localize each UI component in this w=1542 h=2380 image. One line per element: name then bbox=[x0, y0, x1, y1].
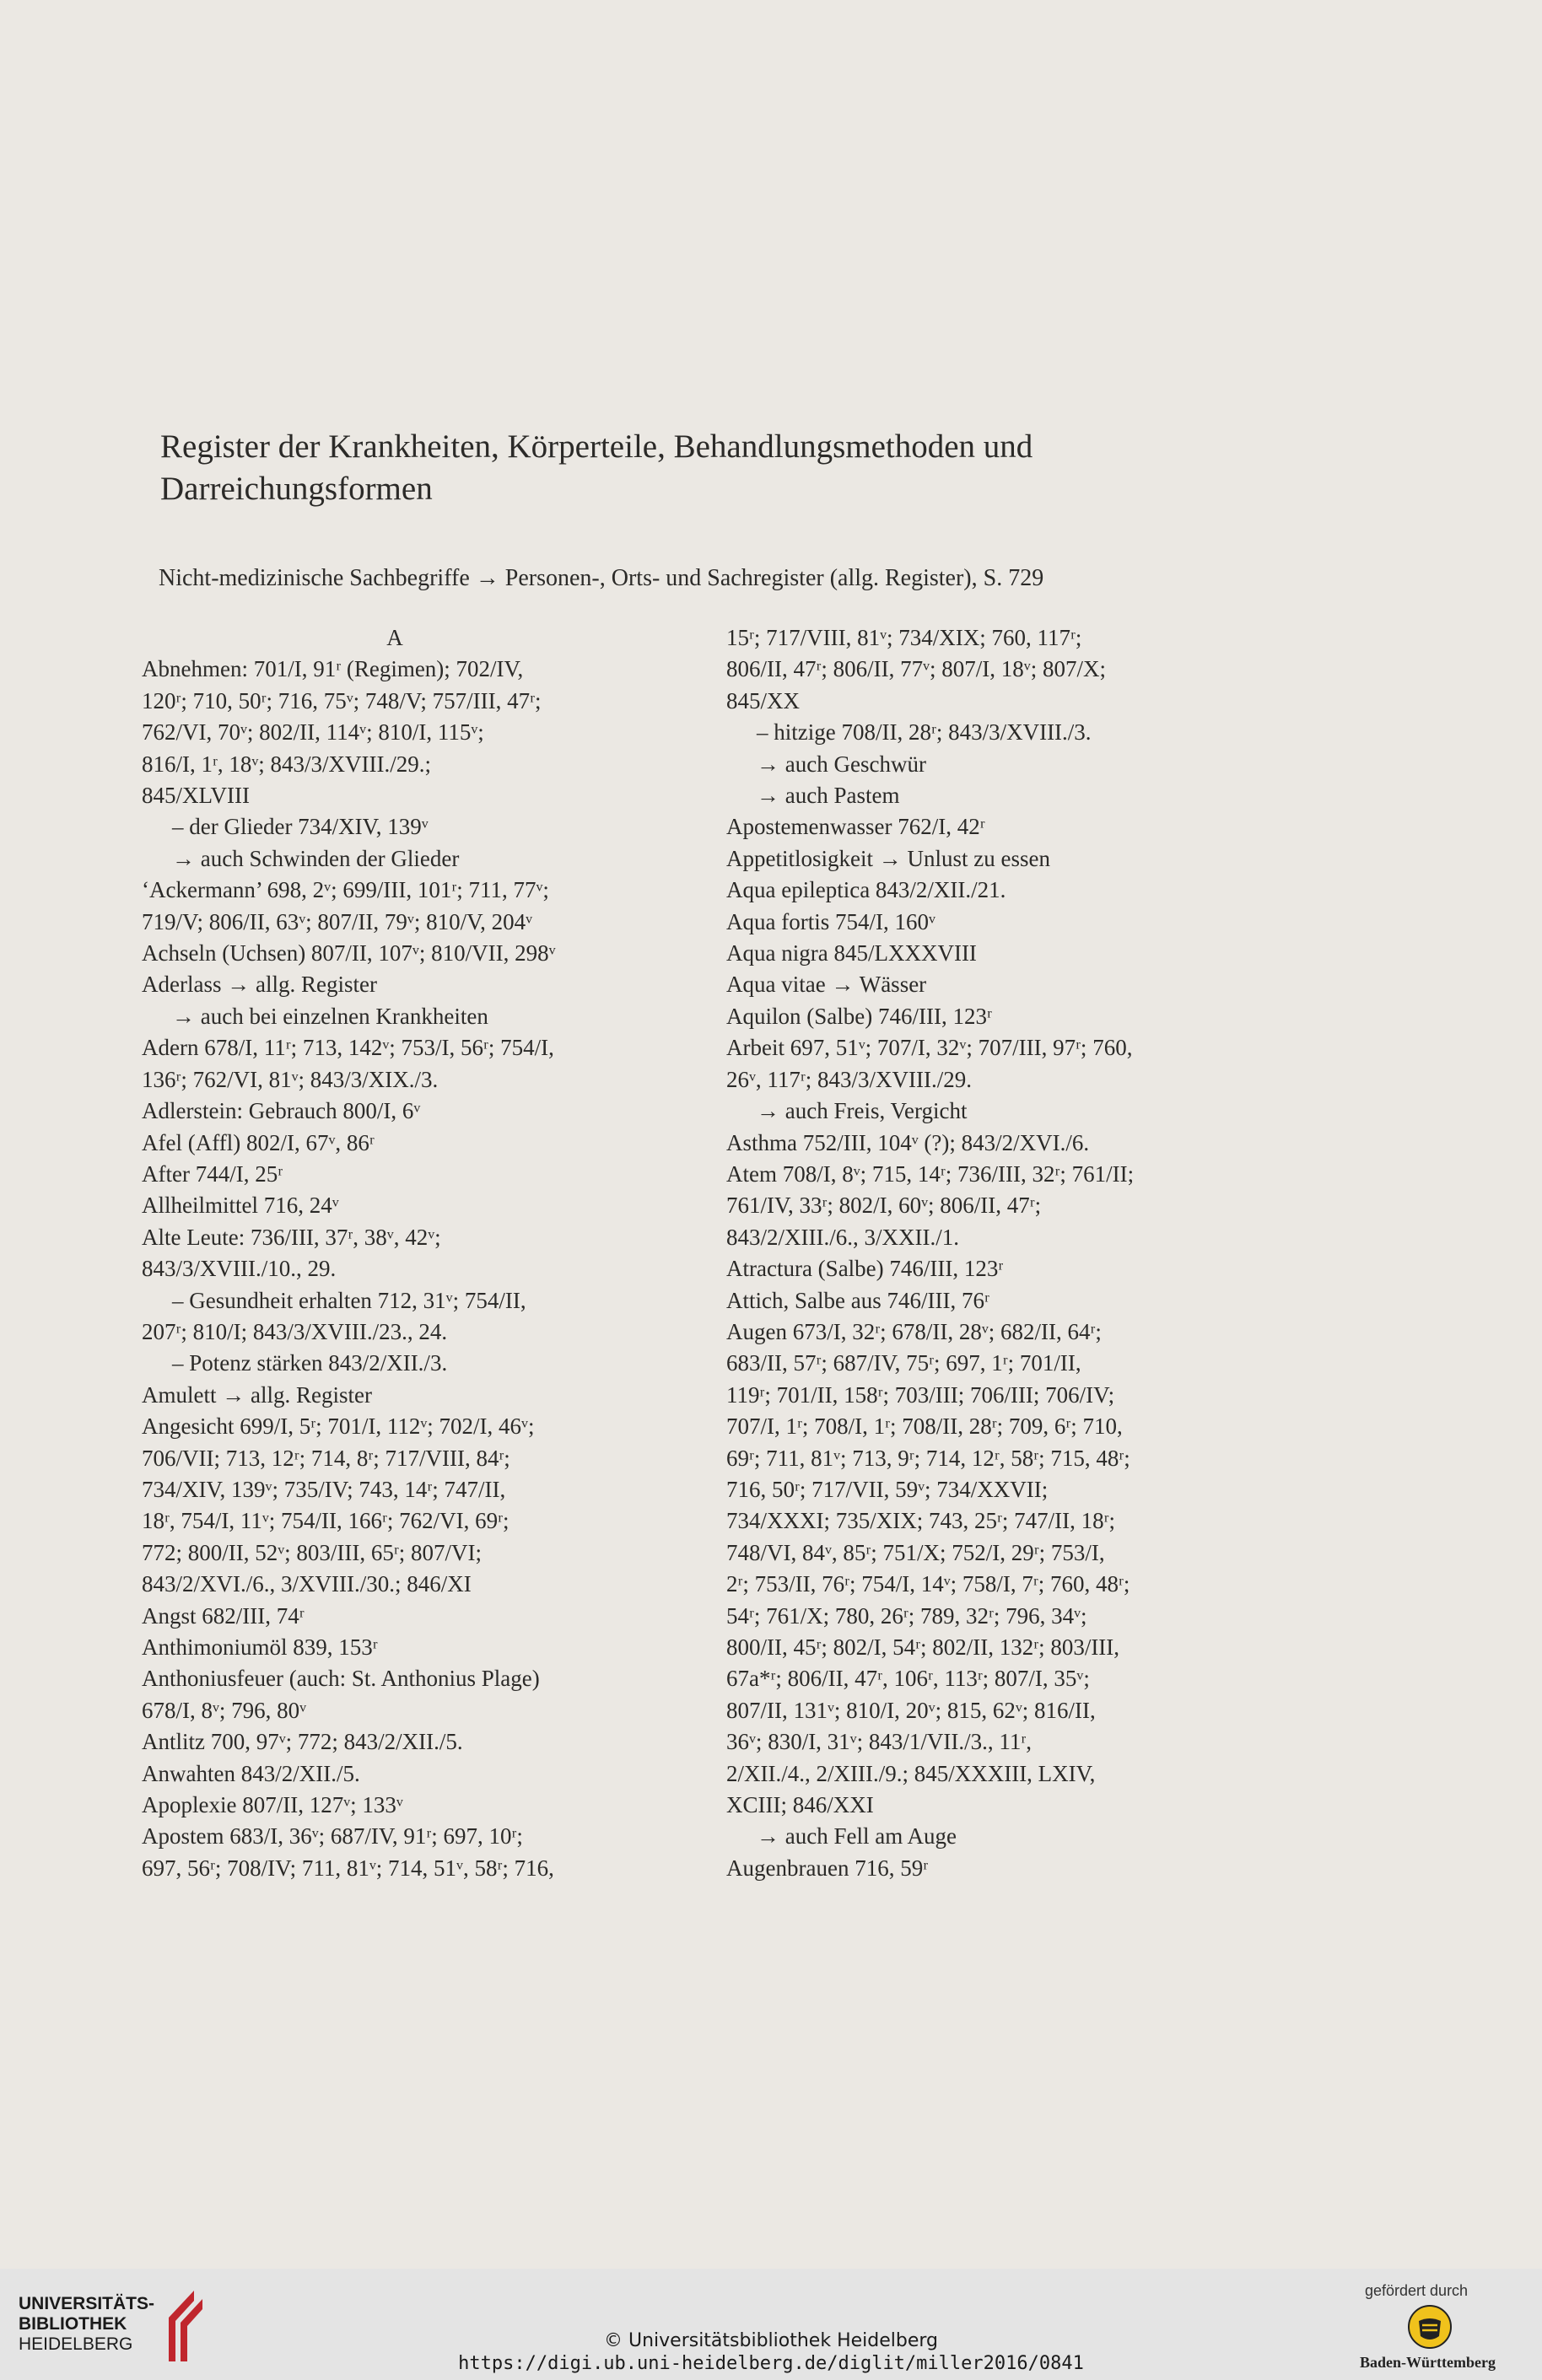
index-line: 748/VI, 84ᵛ, 85ʳ; 751/X; 752/I, 29ʳ; 753/I, bbox=[726, 1539, 1105, 1565]
index-line: Alte Leute: 736/III, 37ʳ, 38ᵛ, 42ᵛ; bbox=[142, 1224, 441, 1250]
funded-by-label: gefördert durch bbox=[1365, 2282, 1469, 2299]
index-line: 761/IV, 33ʳ; 802/I, 60ᵛ; 806/II, 47ʳ; bbox=[726, 1193, 1042, 1219]
index-line: 26ᵛ, 117ʳ; 843/3/XVIII./29. bbox=[726, 1066, 973, 1092]
index-line: 706/VII; 713, 12ʳ; 714, 8ʳ; 717/VIII, 84ʳ; bbox=[142, 1445, 510, 1471]
page-subtitle: Nicht-medizinische Sachbegriffe → Personen-, Orts- und Sachregister (allg. Register), S. 729 bbox=[159, 565, 1044, 591]
index-line: 716, 50ʳ; 717/VII, 59ᵛ; 734/XXVII; bbox=[726, 1476, 1049, 1502]
index-line: 2/XII./4., 2/XIII./9.; 845/XXXIII, LXIV, bbox=[726, 1760, 1096, 1786]
permalink[interactable]: https://digi.ub.uni-heidelberg.de/diglit/miller2016/0841 bbox=[458, 2353, 1084, 2374]
index-line: Allheilmittel 716, 24ᵛ bbox=[142, 1193, 339, 1219]
index-line: 683/II, 57ʳ; 687/IV, 75ʳ; 697, 1ʳ; 701/II, bbox=[726, 1350, 1081, 1376]
index-line: After 744/I, 25ʳ bbox=[142, 1160, 283, 1187]
index-line: 119ʳ; 701/II, 158ʳ; 703/III; 706/III; 706/IV; bbox=[726, 1381, 1115, 1408]
index-line: 845/XLVIII bbox=[142, 783, 250, 809]
index-line: 36ᵛ; 830/I, 31ᵛ; 843/1/VII./3., 11ʳ, bbox=[726, 1729, 1032, 1755]
index-line: 54ʳ; 761/X; 780, 26ʳ; 789, 32ʳ; 796, 34ᵛ; bbox=[726, 1602, 1087, 1629]
index-line: – Gesundheit erhalten 712, 31ᵛ; 754/II, bbox=[172, 1287, 526, 1313]
right-column bbox=[726, 622, 1216, 1884]
index-line: Anwahten 843/2/XII./5. bbox=[142, 1760, 360, 1786]
index-line: Apostemenwasser 762/I, 42ʳ bbox=[726, 814, 985, 840]
index-line: → auch Pastem bbox=[757, 783, 900, 809]
index-line: 807/II, 131ᵛ; 810/I, 20ᵛ; 815, 62ᵛ; 816/II, bbox=[726, 1697, 1096, 1723]
index-line: 772; 800/II, 52ᵛ; 803/III, 65ʳ; 807/VI; bbox=[142, 1539, 483, 1565]
library-line-1: UNIVERSITÄTS- bbox=[19, 2294, 155, 2313]
index-line: Aqua nigra 845/LXXXVIII bbox=[726, 940, 977, 967]
library-line-3: HEIDELBERG bbox=[19, 2334, 133, 2354]
index-line: 734/XXXI; 735/XIX; 743, 25ʳ; 747/II, 18ʳ; bbox=[726, 1508, 1115, 1534]
index-line: – Potenz stärken 843/2/XII./3. bbox=[172, 1350, 448, 1376]
index-line: Achseln (Uchsen) 807/II, 107ᵛ; 810/VII, 298ᵛ bbox=[142, 940, 556, 967]
index-line: Augenbrauen 716, 59ʳ bbox=[726, 1855, 929, 1881]
index-line: 2ʳ; 753/II, 76ʳ; 754/I, 14ᵛ; 758/I, 7ʳ; 760, 48ʳ; bbox=[726, 1571, 1130, 1597]
index-line: → auch Fell am Auge bbox=[757, 1823, 957, 1850]
index-line: Aqua vitae → Wässer bbox=[726, 972, 927, 998]
copyright-text: © Universitätsbibliothek Heidelberg bbox=[603, 2330, 938, 2351]
index-line: 845/XX bbox=[726, 687, 800, 713]
index-line: Asthma 752/III, 104ᵛ (?); 843/2/XVI./6. bbox=[726, 1129, 1090, 1155]
index-line: 843/3/XVIII./10., 29. bbox=[142, 1256, 337, 1282]
index-line: Augen 673/I, 32ʳ; 678/II, 28ᵛ; 682/II, 64ʳ; bbox=[726, 1318, 1102, 1344]
index-line: 697, 56ʳ; 708/IV; 711, 81ᵛ; 714, 51ᵛ, 58ʳ; 716, bbox=[142, 1855, 554, 1881]
index-line: Abnehmen: 701/I, 91ʳ (Regimen); 702/IV, bbox=[142, 656, 524, 682]
index-line: 843/2/XVI./6., 3/XVIII./30.; 846/XI bbox=[142, 1571, 472, 1597]
index-line: Appetitlosigkeit → Unlust zu essen bbox=[726, 845, 1050, 871]
index-line: 762/VI, 70ᵛ; 802/II, 114ᵛ; 810/I, 115ᵛ; bbox=[142, 719, 484, 746]
index-line: 800/II, 45ʳ; 802/I, 54ʳ; 802/II, 132ʳ; 803/III, bbox=[726, 1634, 1120, 1660]
index-line: Anthimoniumöl 839, 153ʳ bbox=[142, 1634, 378, 1660]
index-line: 67a*ʳ; 806/II, 47ʳ, 106ʳ, 113ʳ; 807/I, 35ᵛ; bbox=[726, 1666, 1090, 1692]
index-line: Angst 682/III, 74ʳ bbox=[142, 1602, 305, 1629]
index-line: 843/2/XIII./6., 3/XXII./1. bbox=[726, 1224, 959, 1250]
index-line: XCIII; 846/XXI bbox=[726, 1792, 874, 1818]
index-line: Amulett → allg. Register bbox=[142, 1381, 372, 1408]
index-line: Attich, Salbe aus 746/III, 76ʳ bbox=[726, 1287, 989, 1313]
index-line: Anthoniusfeuer (auch: St. Anthonius Plage) bbox=[142, 1666, 540, 1692]
index-line: 806/II, 47ʳ; 806/II, 77ᵛ; 807/I, 18ᵛ; 807/X; bbox=[726, 656, 1106, 682]
index-line: 719/V; 806/II, 63ᵛ; 807/II, 79ᵛ; 810/V, 204ᵛ bbox=[142, 908, 533, 934]
index-line: 15ʳ; 717/VIII, 81ᵛ; 734/XIX; 760, 117ʳ; bbox=[726, 625, 1082, 650]
funder-name: Baden-Württemberg bbox=[1360, 2354, 1496, 2371]
left-column bbox=[142, 622, 648, 1884]
index-line: 18ʳ, 754/I, 11ᵛ; 754/II, 166ʳ; 762/VI, 69ʳ; bbox=[142, 1508, 510, 1534]
index-line: → auch Geschwür bbox=[757, 751, 926, 777]
state-seal-icon bbox=[1407, 2304, 1453, 2350]
index-line: ‘Ackermann’ 698, 2ᵛ; 699/III, 101ʳ; 711, 77ᵛ; bbox=[142, 877, 549, 903]
index-line: Apoplexie 807/II, 127ᵛ; 133ᵛ bbox=[142, 1792, 403, 1818]
index-line: Atem 708/I, 8ᵛ; 715, 14ʳ; 736/III, 32ʳ; 761/II; bbox=[726, 1160, 1135, 1187]
index-line: Antlitz 700, 97ᵛ; 772; 843/2/XII./5. bbox=[142, 1729, 463, 1755]
index-line: Aquilon (Salbe) 746/III, 123ʳ bbox=[726, 1003, 992, 1029]
index-line: Arbeit 697, 51ᵛ; 707/I, 32ᵛ; 707/III, 97ʳ; 760, bbox=[726, 1035, 1133, 1061]
index-line: 207ʳ; 810/I; 843/3/XVIII./23., 24. bbox=[142, 1318, 448, 1344]
index-line: 678/I, 8ᵛ; 796, 80ᵛ bbox=[142, 1697, 307, 1723]
page-title: Register der Krankheiten, Körperteile, Behandlungsmethoden und Darreichungsformen bbox=[160, 428, 1033, 507]
index-line: 816/I, 1ʳ, 18ᵛ; 843/3/XVIII./29.; bbox=[142, 751, 432, 777]
index-line: 136ʳ; 762/VI, 81ᵛ; 843/3/XIX./3. bbox=[142, 1066, 439, 1092]
index-line: Adern 678/I, 11ʳ; 713, 142ᵛ; 753/I, 56ʳ; 754/I, bbox=[142, 1035, 554, 1061]
index-line: Apostem 683/I, 36ᵛ; 687/IV, 91ʳ; 697, 10ʳ; bbox=[142, 1823, 523, 1850]
index-line: Afel (Affl) 802/I, 67ᵛ, 86ʳ bbox=[142, 1129, 375, 1155]
index-line: – hitzige 708/II, 28ʳ; 843/3/XVIII./3. bbox=[757, 719, 1092, 746]
library-line-2: BIBLIOTHEK bbox=[19, 2314, 127, 2334]
index-line: 120ʳ; 710, 50ʳ; 716, 75ᵛ; 748/V; 757/III, 47ʳ; bbox=[142, 687, 542, 713]
index-line: Aqua fortis 754/I, 160ᵛ bbox=[726, 908, 935, 934]
index-line: → auch bei einzelnen Krankheiten bbox=[172, 1003, 488, 1029]
index-line: Adlerstein: Gebrauch 800/I, 6ᵛ bbox=[142, 1098, 421, 1124]
index-line: – der Glieder 734/XIV, 139ᵛ bbox=[172, 814, 429, 840]
index-line: Angesicht 699/I, 5ʳ; 701/I, 112ᵛ; 702/I, 46ᵛ; bbox=[142, 1413, 535, 1440]
index-line: Aqua epileptica 843/2/XII./21. bbox=[726, 877, 1006, 903]
index-line: → auch Schwinden der Glieder bbox=[172, 845, 460, 871]
index-line: → auch Freis, Vergicht bbox=[757, 1098, 968, 1124]
section-letter: A bbox=[386, 625, 403, 650]
footer bbox=[0, 2269, 1542, 2380]
index-line: Atractura (Salbe) 746/III, 123ʳ bbox=[726, 1256, 1004, 1282]
index-line: Aderlass → allg. Register bbox=[142, 972, 377, 998]
index-line: 734/XIV, 139ᵛ; 735/IV; 743, 14ʳ; 747/II, bbox=[142, 1476, 506, 1502]
index-line: 707/I, 1ʳ; 708/I, 1ʳ; 708/II, 28ʳ; 709, 6ʳ; 710, bbox=[726, 1413, 1123, 1440]
index-line: 69ʳ; 711, 81ᵛ; 713, 9ʳ; 714, 12ʳ, 58ʳ; 715, 48ʳ; bbox=[726, 1445, 1130, 1471]
